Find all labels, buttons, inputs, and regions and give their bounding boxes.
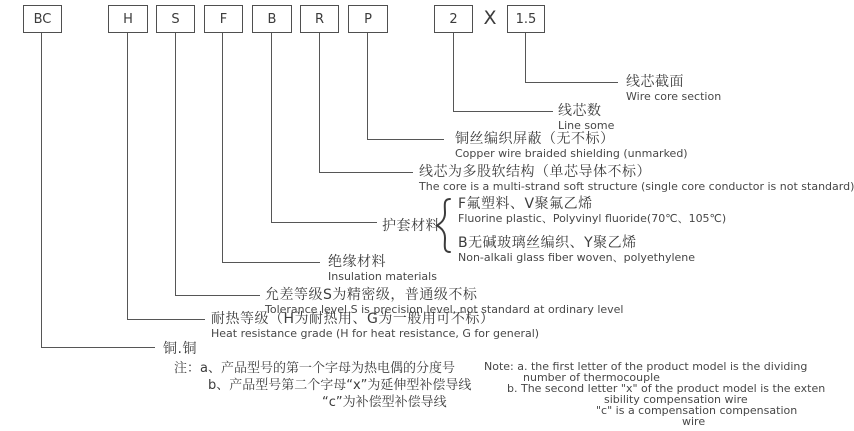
callout-line-count	[558, 103, 614, 132]
callout-tolerance-en: Tolerance level S is precision level, not standard at ordinary level	[265, 303, 624, 316]
callout-sheath-material-zh: 护套材料	[382, 218, 440, 234]
code-box-h: H	[108, 5, 148, 33]
sheath-option-fluorine-en: Fluorine plastic、Polyvinyl fluoride(70℃、105℃)	[458, 212, 727, 225]
note-en-line-3: b. The second letter "x" of the product model is the exten	[507, 382, 826, 395]
callout-shielding-zh: 铜丝编织屏蔽（无不标）	[455, 131, 615, 147]
callout-copper	[163, 341, 197, 357]
callout-wire-core-section	[626, 74, 721, 103]
callout-shielding-en: Copper wire braided shielding (unmarked)	[455, 147, 688, 160]
callout-heat-resistance	[211, 311, 539, 340]
note-zh-line-2: b、产品型号第二个字母“x”为延伸型补偿导线	[208, 378, 472, 393]
callout-insulation-zh: 绝缘材料	[328, 254, 386, 270]
code-box-bc: BC	[23, 5, 62, 33]
callout-line-count-zh: 线芯数	[558, 103, 602, 119]
callout-tolerance-zh: 允差等级S为精密级，普通级不标	[265, 287, 478, 303]
note-en-line-5: "c" is a compensation compensation	[596, 404, 798, 417]
code-box-p: P	[348, 5, 388, 33]
callout-insulation	[328, 254, 437, 283]
callout-multi-strand-zh: 线芯为多股软结构（单芯导体不标）	[419, 164, 651, 180]
note-zh-line-1: 注：a、产品型号的第一个字母为热电偶的分度号	[174, 361, 455, 376]
connector-line-p	[367, 33, 444, 140]
sheath-option-glass-fiber-zh: B无碱玻璃丝编织、Y聚乙烯	[458, 235, 637, 251]
callout-multi-strand	[419, 164, 854, 193]
code-box-2: 2	[434, 5, 473, 33]
callout-shielding	[455, 131, 688, 160]
multiply-separator: X	[483, 7, 497, 29]
callout-wire-core-section-en: Wire core section	[626, 90, 722, 103]
callout-insulation-en: Insulation materials	[328, 270, 437, 283]
note-zh-line-3: “c”为补偿型补偿导线	[322, 395, 447, 410]
callout-heat-resistance-zh: 耐热等级（H为耐热用、G为一般用可不标）	[211, 311, 495, 327]
note-en-line-1: Note: a. the first letter of the product model is the dividing	[484, 360, 808, 373]
callout-wire-core-section-zh: 线芯截面	[626, 74, 684, 90]
sheath-option-fluorine-zh: F氟塑料、V聚氟乙烯	[458, 196, 593, 212]
callout-heat-resistance-en: Heat resistance grade (H for heat resistance, G for general)	[211, 327, 540, 340]
sheath-option-glass-fiber-en: Non-alkali glass fiber woven、polyethylene	[458, 251, 696, 264]
sheath-option-fluorine	[458, 196, 726, 225]
note-en-line-6: wire	[682, 415, 706, 428]
brace-icon	[434, 197, 452, 258]
connector-line-1-5	[525, 33, 618, 83]
note-en-line-4: sibility compensation wire	[604, 393, 748, 406]
code-box-f: F	[204, 5, 243, 33]
code-box-b: B	[252, 5, 292, 33]
callout-line-count-en: Line some	[558, 119, 615, 132]
code-box-r: R	[300, 5, 339, 33]
code-box-s: S	[156, 5, 195, 33]
note-en-line-2: number of thermocouple	[523, 371, 660, 384]
code-box-1-5: 1.5	[507, 5, 545, 33]
callout-multi-strand-en: The core is a multi-strand soft structure (single core conductor is not standard)	[419, 180, 854, 193]
sheath-option-glass-fiber	[458, 235, 695, 264]
callout-copper-zh: 铜.铜	[163, 341, 197, 357]
